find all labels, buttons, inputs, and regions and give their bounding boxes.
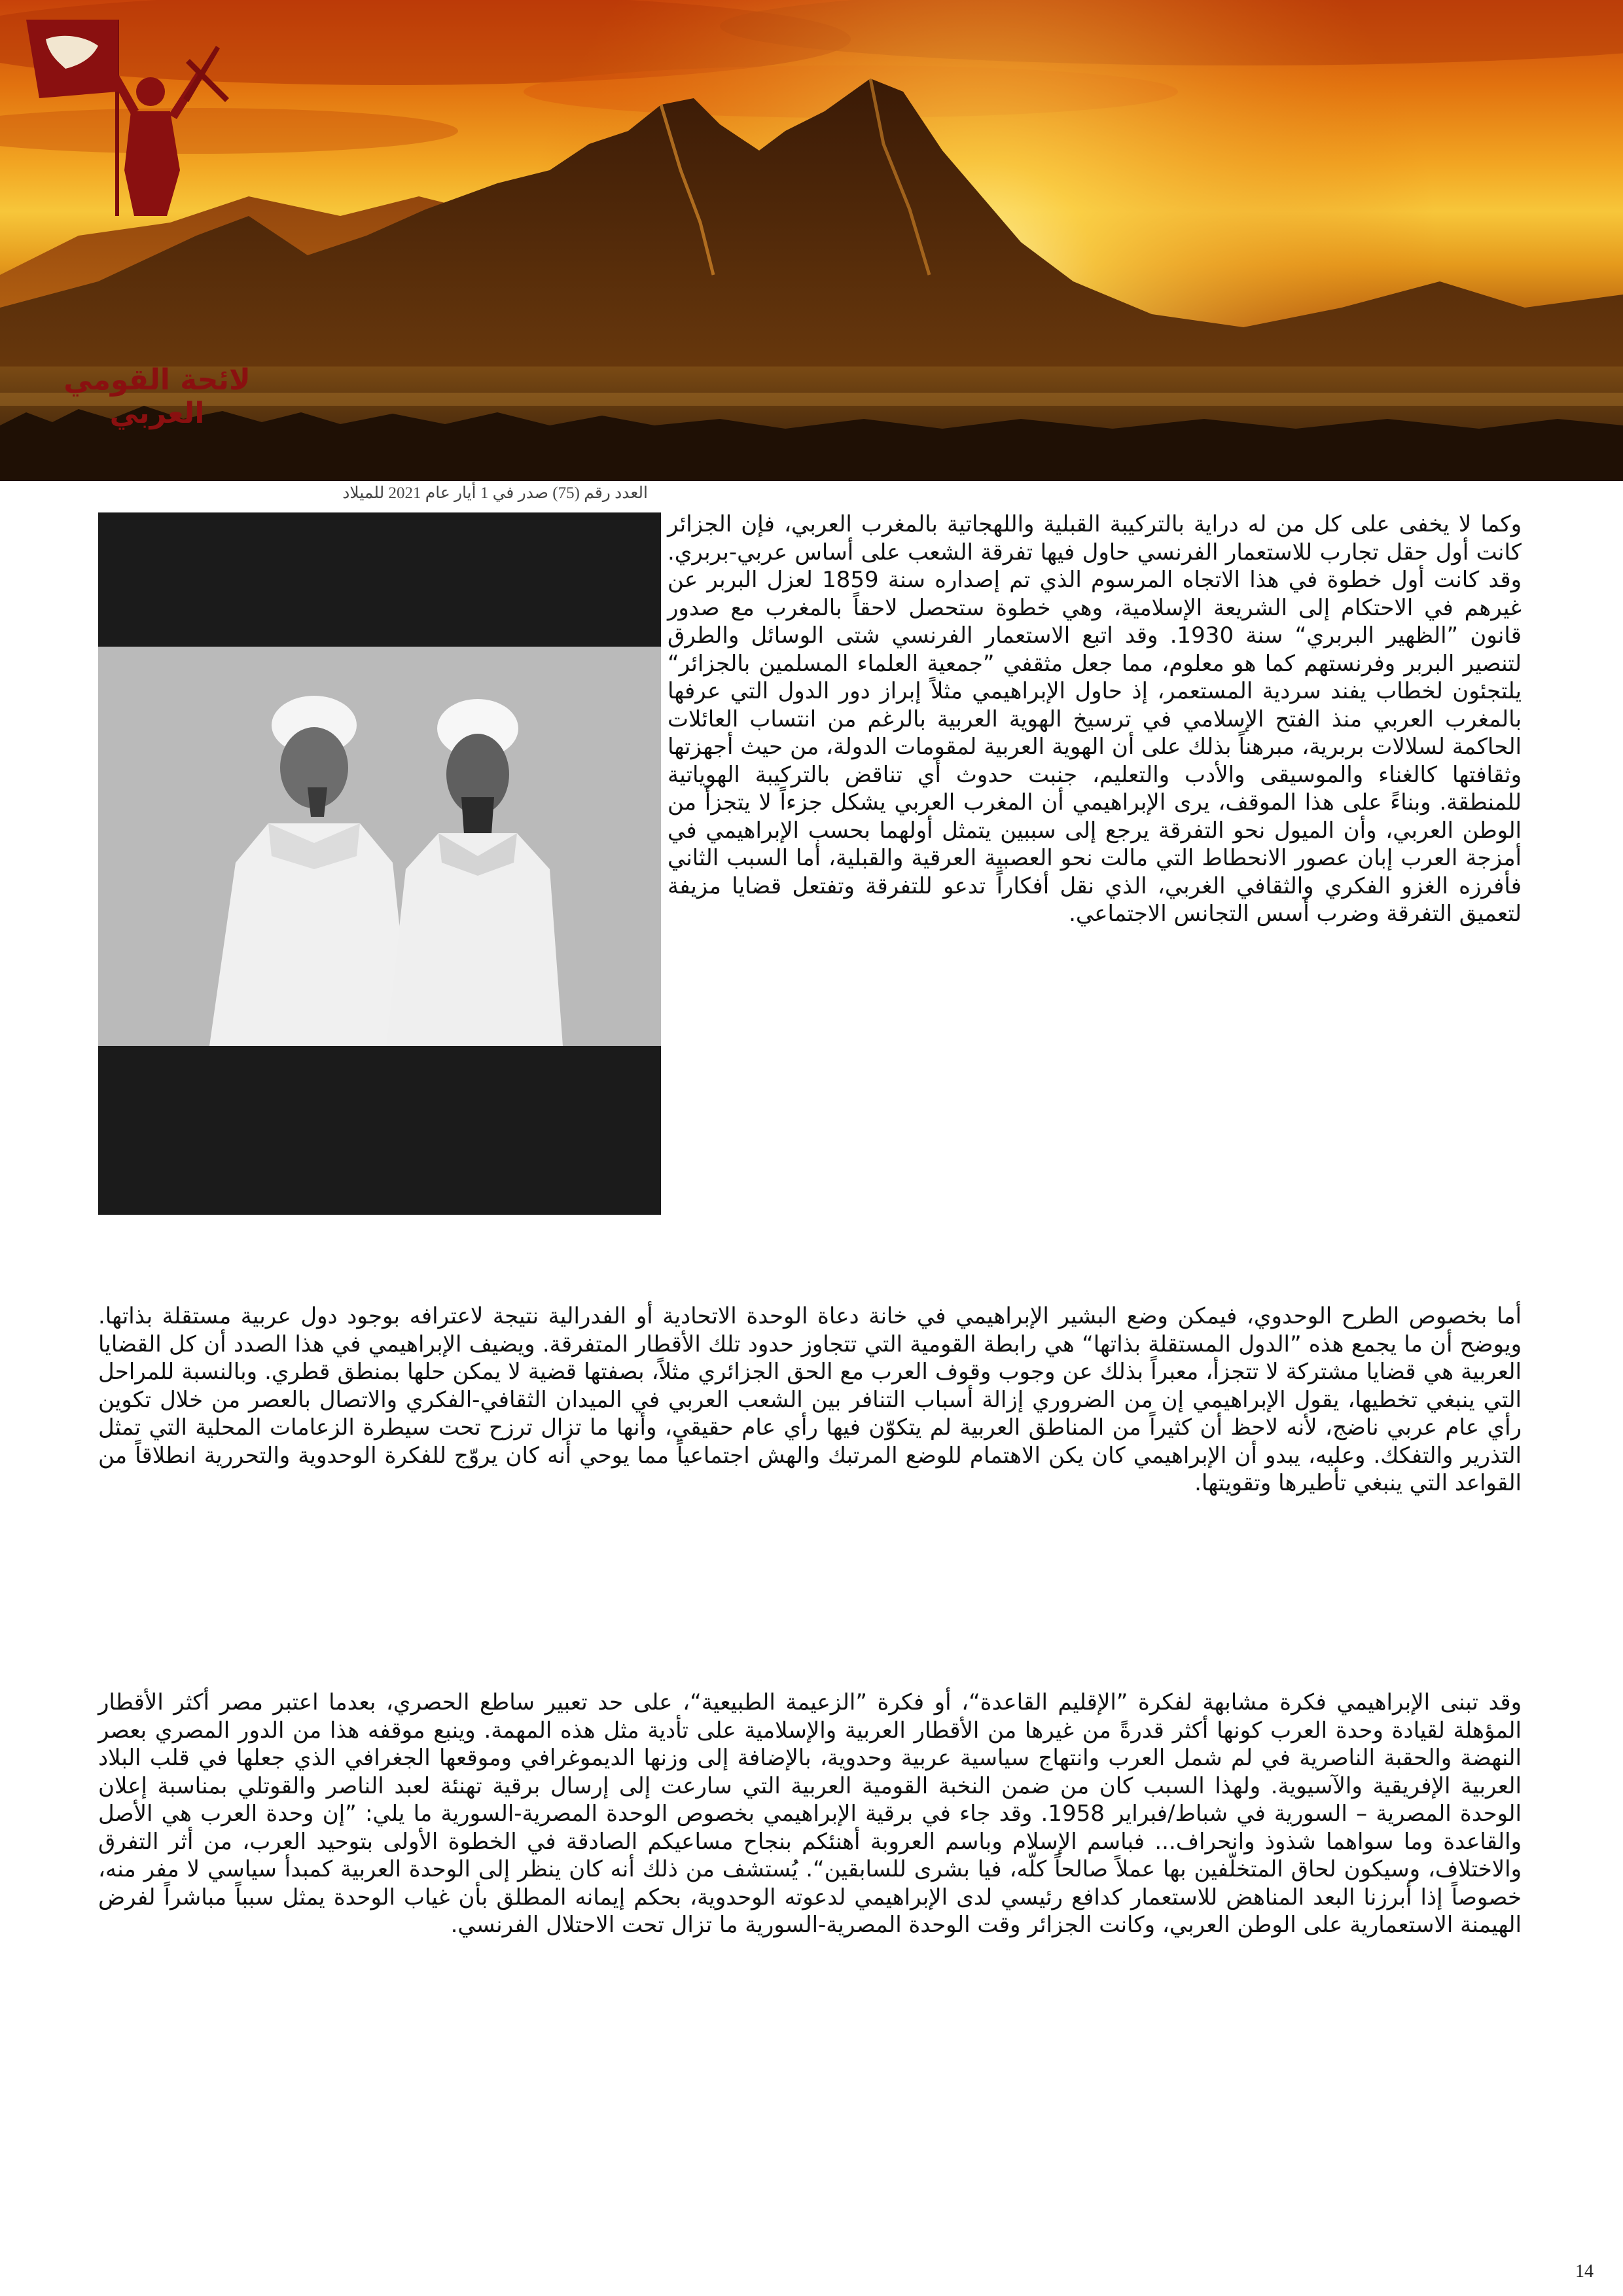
header-banner [0,0,1623,481]
article-paragraph-1: وكما لا يخفى على كل من له دراية بالتركيبة القبلية واللهجاتية بالمغرب العربي، فإن الجزائر كانت أول حقل تجارب للاستعمار الفرنسي حاول فيها تفرقة الشعب على أساس عربي-بربري. وقد كانت أول خطوة في هذا الاتجاه المرسوم الذي تم إصداره سنة 1859 لعزل البربر عن غيرهم في الاحتكام إلى الشريعة الإسلامية، وهي خطوة ستحصل لاحقاً بالمغرب مع صدور قانون ”الظهير البربري“ سنة 1930. وقد اتبع الاستعمار الفرنسي شتى الوسائل والطرق لتنصير البربر وفرنستهم كما هو معلوم، مما جعل مثقفي ”جمعية العلماء المسلمين بالجزائر“ يلتجئون لخطاب يفند سردية المستعمر، إذ حاول الإبراهيمي مثلاً إبراز دور الدول التي عرفها بالمغرب العربي منذ الفتح الإسلامي في ترسيخ الهوية العربية بالرغم من انتساب العائلات الحاكمة لسلالات بربرية، مبرهناً بذلك على أن الهوية العربية لمقومات الدولة، من حيث أجهزتها وثقافتها كالغناء والموسيقى والأدب والتعليم، جنبت حدوث أي تناقض بالتركيبة الهوياتية للمنطقة. وبناءً على هذا الموقف، يرى الإبراهيمي أن المغرب العربي يشكل جزءاً لا يتجزأ من الوطن العربي، وأن الميول نحو التفرقة يرجع إلى سببين يتمثل أولهما بحسب الإبراهيمي في أمزجة العرب إبان عصور الانحطاط التي مالت نحو العصبية العرقية والقبلية، أما السبب الثاني فأفرزه الغزو الفكري والثقافي الغربي، الذي نقل أفكاراً تدعو للتفرقة وتفتعل قضايا مزيفة لتعميق التفرقة وضرب أسس التجانس الاجتماعي. [668,511,1522,927]
logo-text: لائحة القومي العربي [63,363,251,430]
page-number: 14 [1575,2261,1594,2282]
photo-two-men-icon [98,647,661,1046]
issue-info: العدد رقم (75) صدر في 1 أيار عام 2021 للميلاد [342,484,648,502]
article-paragraph-2: أما بخصوص الطرح الوحدوي، فيمكن وضع البشير الإبراهيمي في خانة دعاة الوحدة الاتحادية أو الفدرالية نتيجة لاعترافه بوجود دول عربية مستقلة بذاتها. ويوضح أن ما يجمع هذه ”الدول المستقلة بذاتها“ هي رابطة القومية التي تتجاوز حدود تلك الأقطار المتفرقة. ويضيف الإبراهيمي في هذا الصدد أن كل القضايا العربية هي قضايا مشتركة لا تتجزأ، معبراً بذلك عن وجوب وقوف العرب مع الحق الجزائري مثلاً، بصفتها قضية لا يمكن حلها بمنطق قطري. وبالنسبة للمراحل التي ينبغي تخطيها، يقول الإبراهيمي إن من الضروري إزالة أسباب التنافر بين الشعب العربي في الميدان الثقافي-الفكري والاتصال بالعصر من خلال تكوين رأي عام عربي ناضج، لأنه لاحظ أن كثيراً من المناطق العربية لم يتكوّن فيها رأي عام حقيقي، وأنها ما تزال ترزح تحت سيطرة الزعامات المحلية التي تمثل التذرير والتفكك. وعليه، يبدو أن الإبراهيمي كان يكن الاهتمام للوضع المرتبك والهش اجتماعياً مما يوحي أنه كان يروّج للفكرة الوحدوية والتحررية انطلاقاً من القواعد التي ينبغي تأطيرها وتقويتها. [98,1303,1522,1496]
article-photo [98,512,661,1215]
logo-flag-fighter-icon [0,0,275,249]
article-paragraph-3: وقد تبنى الإبراهيمي فكرة مشابهة لفكرة ”الإقليم القاعدة“، أو فكرة ”الزعيمة الطبيعية“، على حد تعبير ساطع الحصري، بعدما اعتبر مصر أكثر الأقطار المؤهلة لقيادة وحدة العرب كونها أكثر قدرةً من غيرها من الأقطار العربية والإسلامية على تأدية مثل هذه المهمة. وينبع موقفه هذا من الدور المصري بعصر النهضة والحقبة الناصرية في لم شمل العرب وانتهاج سياسية عربية وحدوية، بالإضافة إلى وزنها الديموغرافي وموقعها الجغرافي الذي جعلها في قلب البلاد العربية الإفريقية والآسيوية. ولهذا السبب كان من ضمن النخبة القومية العربية التي سارعت إلى إرسال برقية تهنئة لعبد الناصر والقوتلي بمناسبة إعلان الوحدة المصرية – السورية في شباط/فبراير 1958. وقد جاء في برقية الإبراهيمي بخصوص الوحدة المصرية-السورية ما يلي: ”إن وحدة العرب هي الأصل والقاعدة وما سواهما شذوذ وانحراف... فباسم الإسلام وباسم العروبة أهنئكم بنجاح مساعيكم الصادقة في الخطوة الأولى بتوحيد العرب، من أثر التفرق والاختلاف، وسيكون لحاق المتخلّفين بها عملاً صالحاً كلّه، فيا بشرى للسابقين“. يُستشف من ذلك أنه كان ينظر إلى الوحدة العربية كمبدأ سياسي لا مفر منه، خصوصاً إذا أبرزنا البعد المناهض للاستعمار كدافع رئيسي لدى الإبراهيمي لدعوته الوحدوية، بحكم إيمانه المطلق بأن غياب الوحدة يمثل سبباً مباشراً لفرض الهيمنة الاستعمارية على الوطن العربي، وكانت الجزائر وقت الوحدة المصرية-السورية ما تزال تحت الاحتلال الفرنسي. [98,1689,1522,1938]
photo-content [98,647,661,1046]
